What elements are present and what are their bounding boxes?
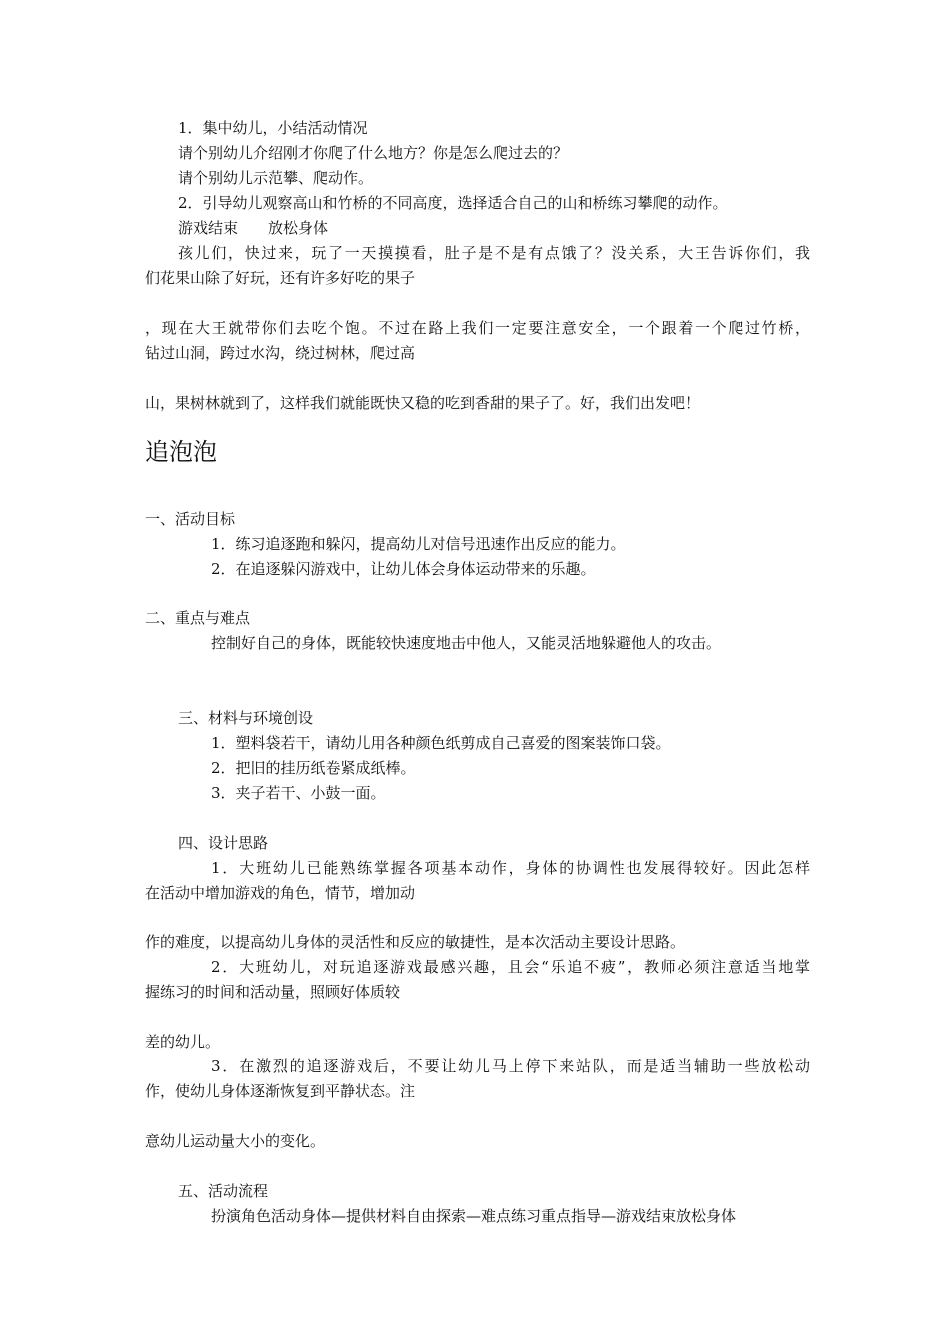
list-item: 1．练习追逐跑和躲闪，提高幼儿对信号迅速作出反应的能力。 bbox=[211, 535, 626, 553]
paragraph-line: 游戏结束 放松身体 bbox=[178, 219, 329, 237]
paragraph-line: 握练习的时间和活动量，照顾好体质较 bbox=[145, 983, 401, 1001]
list-item: 2．在追逐躲闪游戏中，让幼儿体会身体运动带来的乐趣。 bbox=[211, 560, 596, 578]
paragraph-line: 在活动中增加游戏的角色，情节，增加动 bbox=[145, 884, 416, 902]
paragraph-line: 作，使幼儿身体逐渐恢复到平静状态。注 bbox=[145, 1082, 416, 1100]
list-item: 2．把旧的挂历纸卷紧成纸棒。 bbox=[211, 759, 416, 777]
paragraph-line: 1．集中幼儿，小结活动情况 bbox=[178, 119, 368, 137]
section-heading: 三、材料与环境创设 bbox=[178, 709, 314, 727]
paragraph-line: 请个别幼儿示范攀、爬动作。 bbox=[178, 169, 374, 187]
paragraph-line: 孩儿们，快过来，玩了一天摸摸看，肚子是不是有点饿了？没关系，大王告诉你们，我 bbox=[178, 244, 810, 262]
section-heading: 二、重点与难点 bbox=[145, 609, 251, 627]
paragraph-line: 差的幼儿。 bbox=[145, 1033, 221, 1051]
paragraph-line: ，现在大王就带你们去吃个饱。不过在路上我们一定要注意安全，一个跟着一个爬过竹桥， bbox=[145, 319, 810, 337]
paragraph-line: 2．引导幼儿观察高山和竹桥的不同高度，选择适合自己的山和桥练习攀爬的动作。 bbox=[178, 194, 728, 212]
list-item: 1．塑料袋若干，请幼儿用各种颜色纸剪成自己喜爱的图案装饰口袋。 bbox=[211, 734, 671, 752]
section-heading: 一、活动目标 bbox=[145, 510, 236, 528]
paragraph-line: 请个别幼儿介绍刚才你爬了什么地方？你是怎么爬过去的？ bbox=[178, 144, 569, 162]
section-heading: 五、活动流程 bbox=[178, 1182, 269, 1200]
section-heading: 四、设计思路 bbox=[178, 834, 269, 852]
paragraph-line: 扮演角色活动身体—提供材料自由探索—难点练习重点指导—游戏结束放松身体 bbox=[211, 1207, 737, 1225]
paragraph-line: 意幼儿运动量大小的变化。 bbox=[145, 1132, 326, 1150]
paragraph-line: 们花果山除了好玩，还有许多好吃的果子 bbox=[145, 269, 416, 287]
list-item: 3．夹子若干、小鼓一面。 bbox=[211, 784, 386, 802]
paragraph-line: 控制好自己的身体，既能较快速度地击中他人，又能灵活地躲避他人的攻击。 bbox=[211, 634, 722, 652]
paragraph-line: 3．在激烈的追逐游戏后，不要让幼儿马上停下来站队，而是适当辅助一些放松动 bbox=[211, 1057, 810, 1075]
paragraph-line: 2．大班幼儿，对玩追逐游戏最感兴趣，且会“乐追不疲”，教师必须注意适当地掌 bbox=[211, 958, 810, 976]
paragraph-line: 作的难度，以提高幼儿身体的灵活性和反应的敏捷性，是本次活动主要设计思路。 bbox=[145, 933, 686, 951]
paragraph-line: 钻过山洞，跨过水沟，绕过树林，爬过高 bbox=[145, 344, 416, 362]
paragraph-line: 山，果树林就到了，这样我们就能既快又稳的吃到香甜的果子了。好，我们出发吧！ bbox=[145, 394, 701, 412]
section-title: 追泡泡 bbox=[145, 438, 217, 466]
paragraph-line: 1．大班幼儿已能熟练掌握各项基本动作，身体的协调性也发展得较好。因此怎样 bbox=[211, 859, 810, 877]
